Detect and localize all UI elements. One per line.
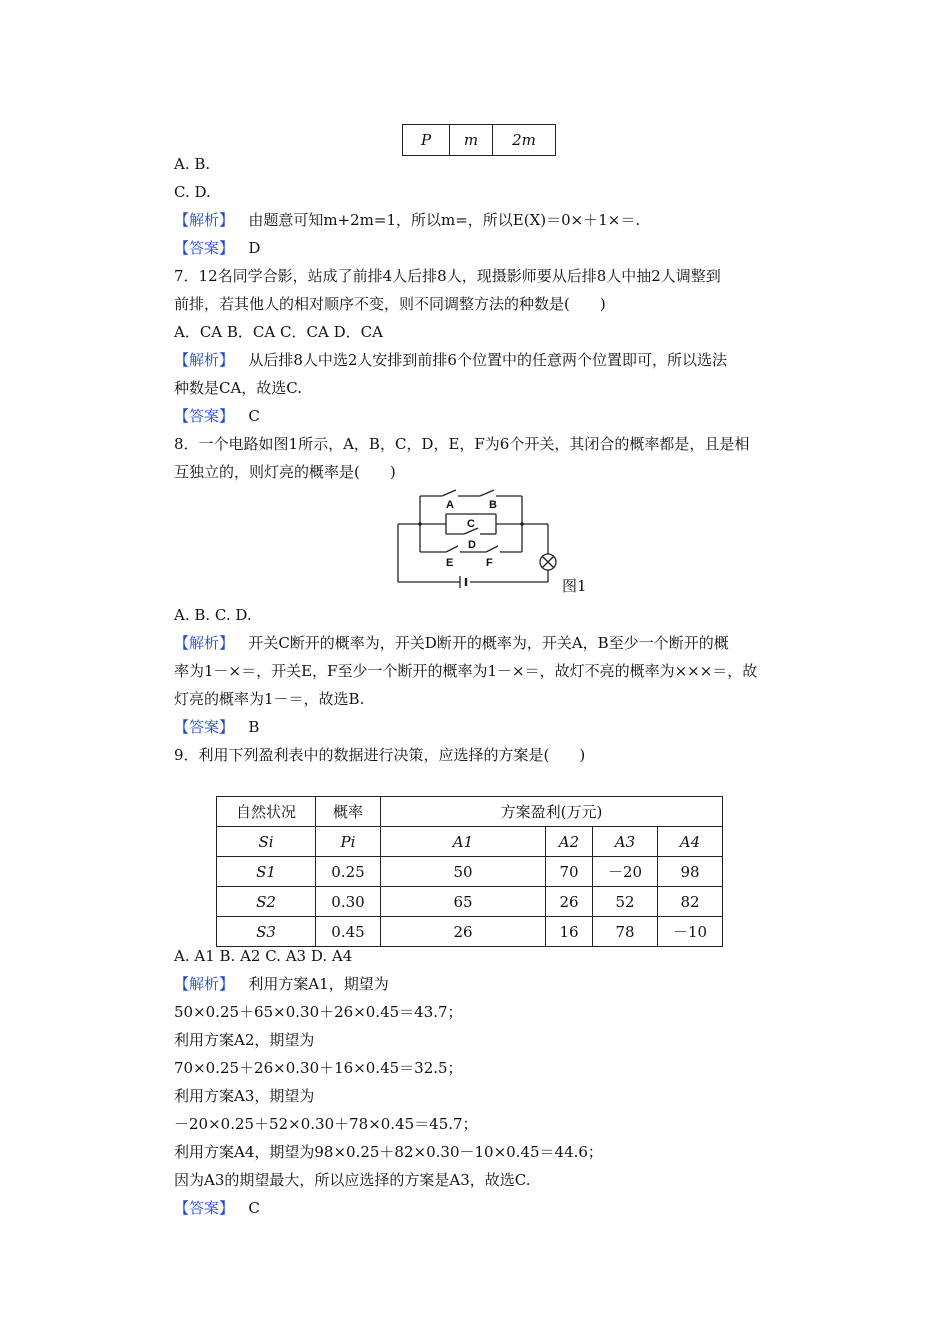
label-e: E (446, 557, 454, 569)
table-cell: 26 (381, 917, 546, 947)
q9-line: 50×0.25＋65×0.30＋26×0.45＝43.7； (174, 1003, 463, 1021)
q9-answer (174, 1198, 260, 1218)
q9-line: 70×0.25＋26×0.30＋16×0.45＝32.5； (174, 1059, 463, 1077)
q6-answer (174, 238, 260, 258)
q9-line: －20×0.25＋52×0.30＋78×0.45＝45.7； (174, 1115, 478, 1133)
analysis-text: 利用方案A1，期望为 (248, 975, 389, 993)
sub-pi: Pi (316, 827, 381, 857)
q6-options-1: A. B. (174, 155, 211, 173)
analysis-label: 【解析】 (174, 351, 235, 369)
header-state: 自然状况 (217, 797, 316, 827)
cell-2m: 2m (493, 125, 556, 156)
label-b: B (489, 499, 497, 511)
sub-a2: A2 (546, 827, 593, 857)
sub-a3: A3 (593, 827, 658, 857)
cell-p: P (403, 125, 450, 156)
q6-options-2: C. D. (174, 183, 211, 201)
answer-label: 【答案】 (174, 407, 235, 425)
q7-analysis-2: 种数是CA，故选C. (174, 379, 303, 397)
table-cell: 26 (546, 887, 593, 917)
table-cell: －10 (658, 917, 723, 947)
profit-table (216, 796, 723, 947)
q8-analysis-1 (174, 633, 729, 653)
analysis-label: 【解析】 (174, 975, 235, 993)
label-d: D (468, 539, 476, 551)
q6-analysis (174, 210, 640, 230)
answer-text: C (248, 1199, 260, 1217)
q9-analysis (174, 974, 389, 994)
label-a: A (446, 499, 454, 511)
table-row (217, 857, 723, 887)
table-row (217, 917, 723, 947)
table-row (217, 887, 723, 917)
q9-line: 利用方案A2，期望为 (174, 1031, 315, 1049)
table-cell: －20 (593, 857, 658, 887)
q8-analysis-3: 灯亮的概率为1－＝，故选B. (174, 690, 365, 708)
label-f: F (486, 557, 493, 569)
q7-analysis-1 (174, 350, 727, 370)
answer-text: B (248, 718, 260, 736)
q7-answer (174, 406, 260, 426)
q7-stem-1: 7．12名同学合影，站成了前排4人后排8人，现摄影师要从后排8人中抽2人调整到 (174, 267, 721, 285)
table-cell: 82 (658, 887, 723, 917)
q7-stem-2: 前排，若其他人的相对顺序不变，则不同调整方法的种数是( ) (174, 295, 606, 313)
table-cell: 0.45 (316, 917, 381, 947)
answer-text: D (248, 239, 261, 257)
q8-stem-1: 8．一个电路如图1所示，A，B，C，D，E，F为6个开关，其闭合的概率都是，且是相 (174, 435, 750, 453)
table-cell: 52 (593, 887, 658, 917)
q9-line: 利用方案A4，期望为98×0.25＋82×0.30－10×0.45＝44.6； (174, 1143, 603, 1161)
table-cell: 0.30 (316, 887, 381, 917)
cell-m: m (450, 125, 493, 156)
answer-label: 【答案】 (174, 1199, 235, 1217)
table-cell: S2 (217, 887, 316, 917)
q8-stem-2: 互独立的，则灯亮的概率是( ) (174, 463, 396, 481)
table-cell: 70 (546, 857, 593, 887)
analysis-text: 由题意可知m+2m=1，所以m=，所以E(X)＝0×＋1×＝. (248, 211, 641, 229)
header-profit: 方案盈利(万元) (381, 797, 723, 827)
header-prob: 概率 (316, 797, 381, 827)
analysis-label: 【解析】 (174, 211, 235, 229)
table-cell: 50 (381, 857, 546, 887)
analysis-label: 【解析】 (174, 634, 235, 652)
figure-caption: 图1 (562, 577, 587, 595)
answer-text: C (248, 407, 260, 425)
distribution-table (402, 124, 556, 156)
q9-options: A. A1 B. A2 C. A3 D. A4 (174, 947, 353, 965)
sub-si: Si (217, 827, 316, 857)
table-cell: 78 (593, 917, 658, 947)
sub-a4: A4 (658, 827, 723, 857)
q8-options: A. B. C. D. (174, 606, 252, 624)
q9-line: 因为A3的期望最大，所以应选择的方案是A3，故选C. (174, 1171, 531, 1189)
q8-answer (174, 717, 259, 737)
analysis-text: 开关C断开的概率为，开关D断开的概率为，开关A，B至少一个断开的概 (248, 634, 729, 652)
answer-label: 【答案】 (174, 718, 235, 736)
table-cell: 98 (658, 857, 723, 887)
table-cell: S1 (217, 857, 316, 887)
table-cell: 0.25 (316, 857, 381, 887)
sub-a1: A1 (381, 827, 546, 857)
table-cell: S3 (217, 917, 316, 947)
q7-options: A．CA B．CA C．CA D．CA (174, 323, 383, 341)
label-c: C (467, 518, 475, 530)
q9-stem: 9．利用下列盈利表中的数据进行决策，应选择的方案是( ) (174, 746, 586, 764)
table-cell: 65 (381, 887, 546, 917)
q9-line: 利用方案A3，期望为 (174, 1087, 315, 1105)
table-cell: 16 (546, 917, 593, 947)
q8-analysis-2: 率为1－×＝，开关E，F至少一个断开的概率为1－×＝，故灯不亮的概率为×××＝，故 (174, 662, 758, 680)
analysis-text: 从后排8人中选2人安排到前排6个位置中的任意两个位置即可，所以选法 (248, 351, 727, 369)
answer-label: 【答案】 (174, 239, 235, 257)
